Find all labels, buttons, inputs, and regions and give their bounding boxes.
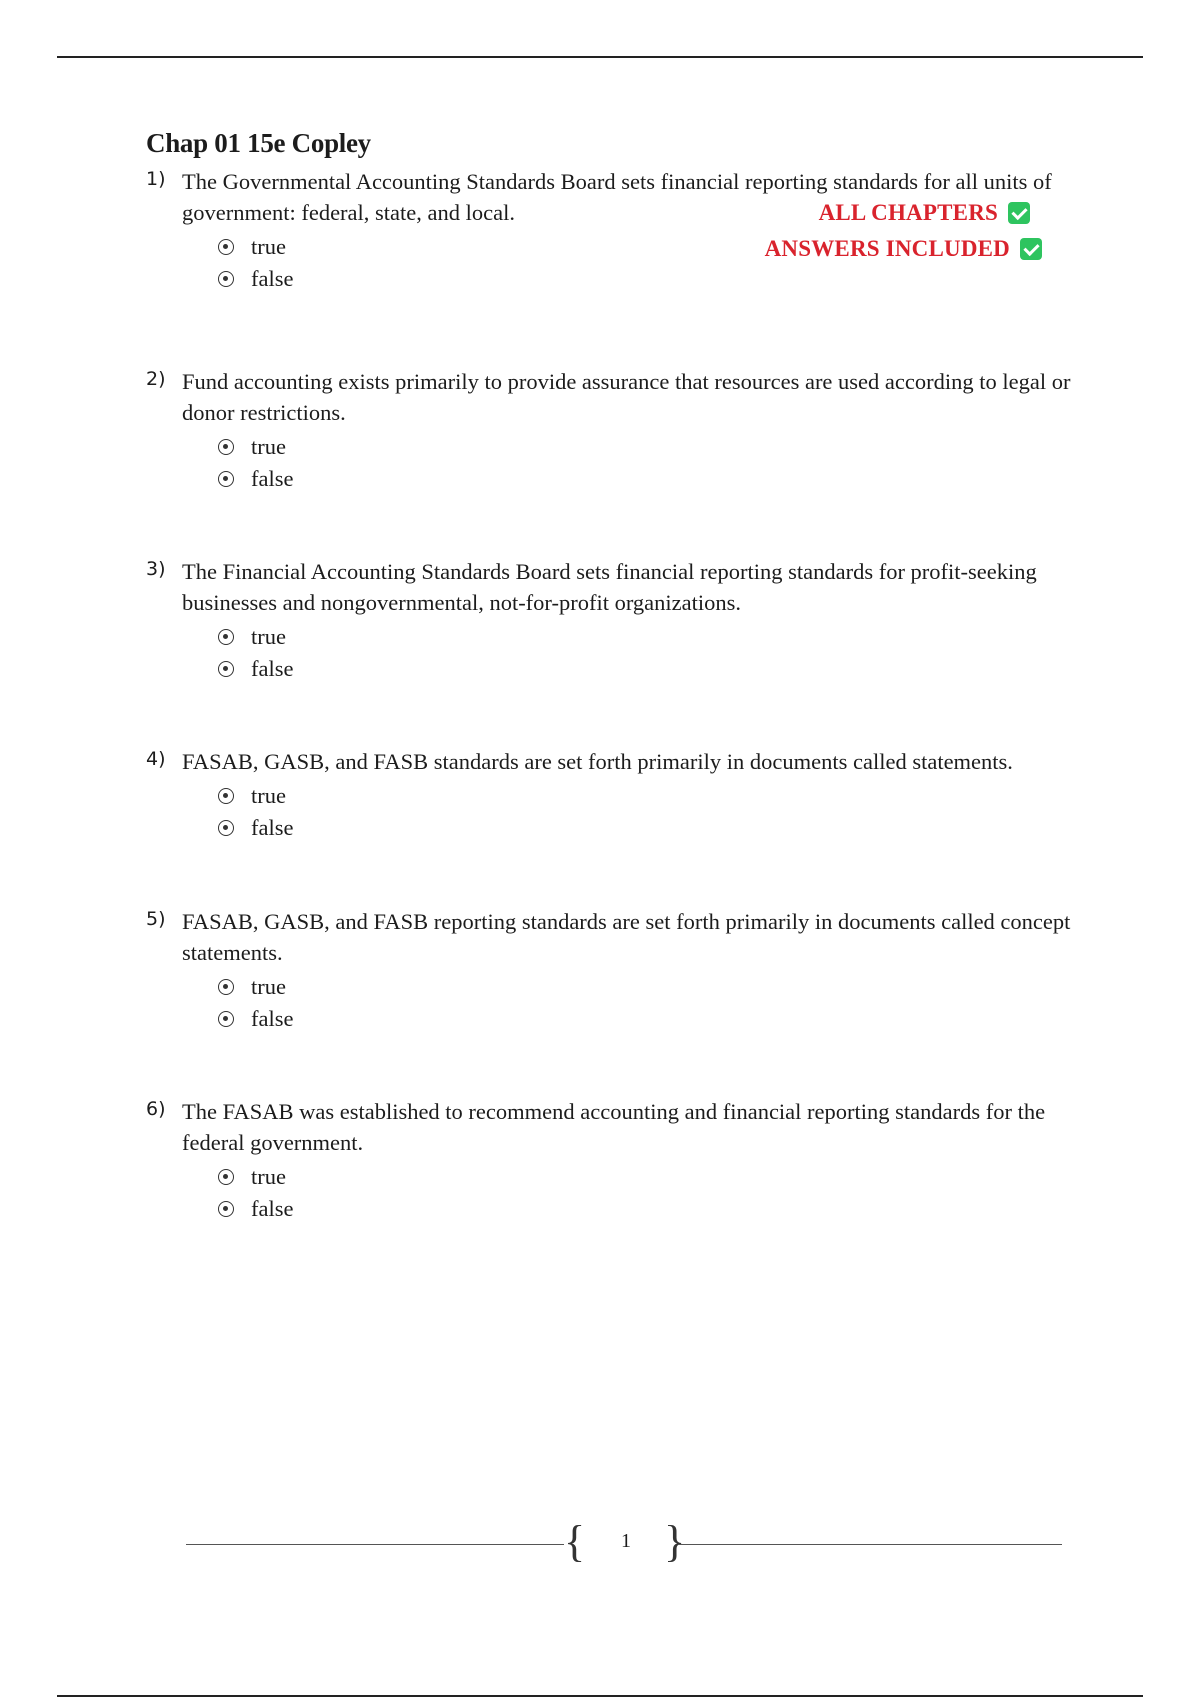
answer-options <box>218 1161 1086 1225</box>
option-true[interactable] <box>218 971 1086 1003</box>
radio-icon[interactable] <box>218 820 234 836</box>
option-false[interactable] <box>218 263 1086 295</box>
question-number: 3) <box>146 558 166 580</box>
question-text: The Financial Accounting Standards Board sets financial reporting standards for profit-seeking businesses and nongovernmental, not-for-profit organizations. <box>182 559 1037 615</box>
question-3 <box>146 556 1086 685</box>
question-number: 2) <box>146 368 166 390</box>
option-label: true <box>251 434 286 459</box>
answer-options <box>218 231 1086 295</box>
question-6 <box>146 1096 1086 1225</box>
question-text: FASAB, GASB, and FASB standards are set forth primarily in documents called statements. <box>182 749 1013 774</box>
right-brace-icon: } <box>664 1517 686 1566</box>
question-number: 1) <box>146 168 166 190</box>
question-1 <box>146 166 1086 295</box>
question-text: The Governmental Accounting Standards Board sets financial reporting standards for all units of government: federal, state, and local. <box>182 169 1052 225</box>
question-number: 4) <box>146 748 166 770</box>
answer-options <box>218 621 1086 685</box>
question-text: The FASAB was established to recommend accounting and financial reporting standards for the federal government. <box>182 1099 1046 1155</box>
option-label: true <box>251 624 286 649</box>
radio-icon[interactable] <box>218 661 234 677</box>
question-number: 5) <box>146 908 166 930</box>
page-number: 1 <box>621 1530 631 1552</box>
answer-options <box>218 780 1086 844</box>
promo-line-2: ANSWERS INCLUDED <box>764 236 1010 261</box>
option-label: false <box>251 266 294 291</box>
radio-icon[interactable] <box>218 979 234 995</box>
answer-options <box>218 431 1086 495</box>
radio-icon[interactable] <box>218 1011 234 1027</box>
radio-icon[interactable] <box>218 239 234 255</box>
question-text: FASAB, GASB, and FASB reporting standards are set forth primarily in documents called concept statements. <box>182 909 1071 965</box>
radio-icon[interactable] <box>218 471 234 487</box>
question-2 <box>146 366 1086 495</box>
page-footer <box>186 1517 1062 1566</box>
radio-icon[interactable] <box>218 788 234 804</box>
radio-icon[interactable] <box>218 629 234 645</box>
option-label: false <box>251 466 294 491</box>
option-true[interactable] <box>218 621 1086 653</box>
option-true[interactable] <box>218 231 1086 263</box>
option-label: false <box>251 1196 294 1221</box>
left-brace-icon: { <box>564 1517 586 1566</box>
footer-rule-left <box>186 1544 564 1545</box>
option-false[interactable] <box>218 1193 1086 1225</box>
answer-options <box>218 971 1086 1035</box>
question-5 <box>146 906 1086 1035</box>
option-true[interactable] <box>218 780 1086 812</box>
header-rule <box>57 56 1143 58</box>
radio-icon[interactable] <box>218 1169 234 1185</box>
option-label: false <box>251 656 294 681</box>
option-false[interactable] <box>218 463 1086 495</box>
footer-rule-right <box>678 1544 1062 1545</box>
option-label: true <box>251 1164 286 1189</box>
option-true[interactable] <box>218 1161 1086 1193</box>
promo-line-1: ALL CHAPTERS <box>818 200 998 225</box>
radio-icon[interactable] <box>218 1201 234 1217</box>
page-title: Chap 01 15e Copley <box>146 128 371 158</box>
option-false[interactable] <box>218 1003 1086 1035</box>
option-label: false <box>251 815 294 840</box>
question-text: Fund accounting exists primarily to provide assurance that resources are used according to legal or donor restrictions. <box>182 369 1071 425</box>
option-false[interactable] <box>218 812 1086 844</box>
question-number: 6) <box>146 1098 166 1120</box>
question-4 <box>146 746 1086 844</box>
option-true[interactable] <box>218 431 1086 463</box>
option-label: false <box>251 1006 294 1031</box>
footer-bottom-rule <box>57 1695 1143 1697</box>
option-label: true <box>251 974 286 999</box>
option-false[interactable] <box>218 653 1086 685</box>
option-label: true <box>251 783 286 808</box>
radio-icon[interactable] <box>218 271 234 287</box>
radio-icon[interactable] <box>218 439 234 455</box>
option-label: true <box>251 234 286 259</box>
